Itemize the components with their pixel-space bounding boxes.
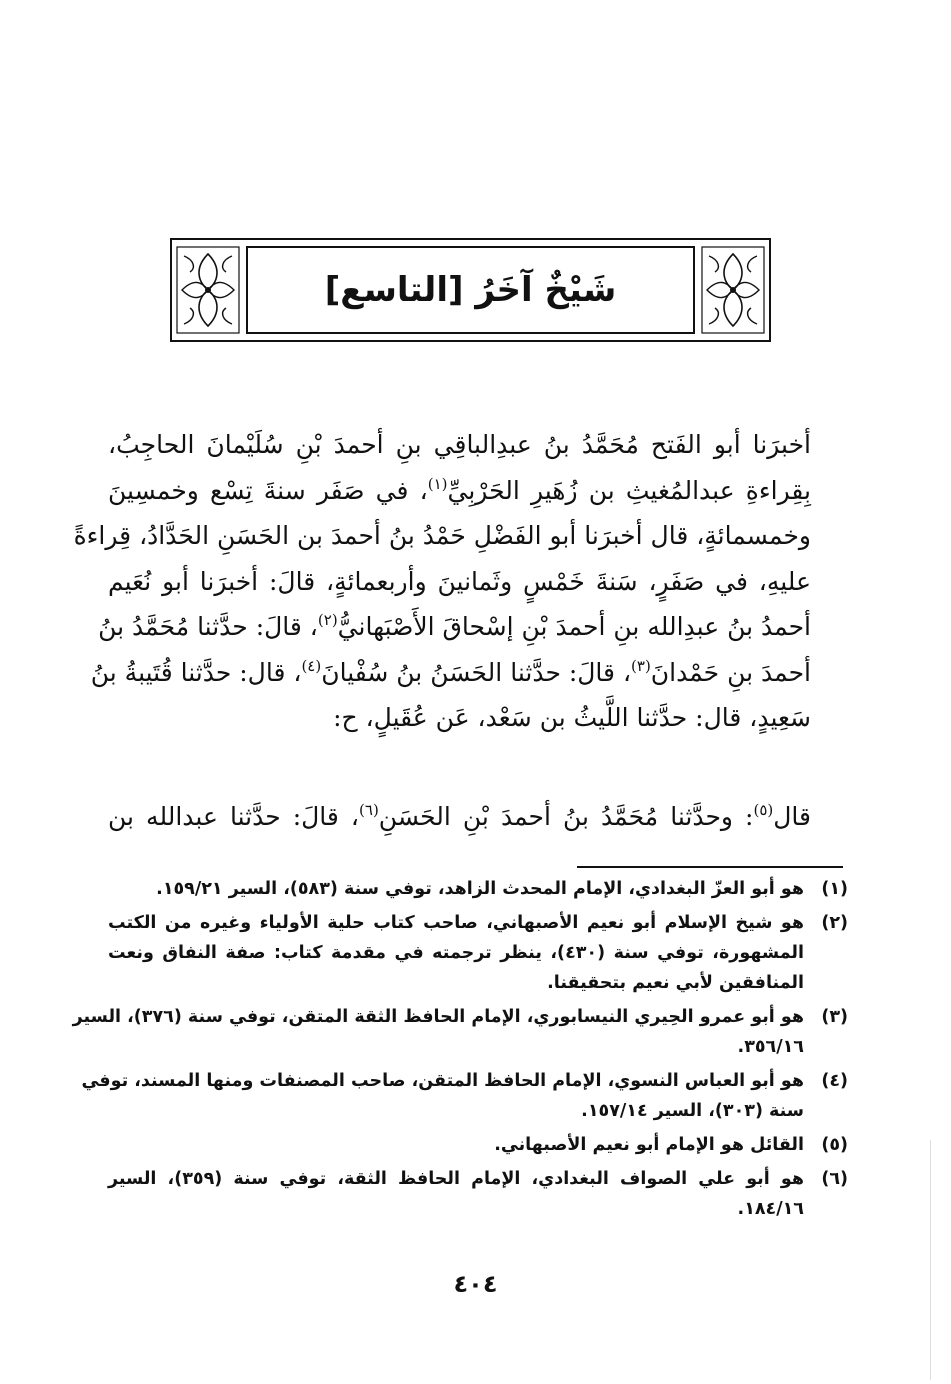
footnote-item (81, 1066, 848, 1126)
text-line: بِقِراءةِ عبدالمُغيثِ بن زُهَيرِ الحَرْبِيِّ$^{(١)}$، في صَفَر سنةَ تِسْع وخمسِينَ (108, 474, 811, 505)
footnote-ref[interactable]: (٢) (317, 611, 338, 629)
footnote-text: ١٨٤/١٦. (737, 1199, 804, 1219)
footnote-text: هو أبو العزّ البغدادي، الإمام المحدث الزاهد، توفي سنة (٥٨٣)، السير ١٥٩/٢١. (156, 879, 804, 899)
text-line: سَعِيدٍ، قال: حدَّثنا اللَّيثُ بن سَعْد، عَن عُقَيلٍ، ح: (333, 703, 811, 732)
title-box (246, 246, 695, 334)
footnote-text: المشهورة، توفي سنة (٤٣٠)، ينظر ترجمته في مقدمة كتاب: صفة النفاق ونعت (108, 943, 804, 963)
floral-ornament-icon (176, 246, 240, 334)
text-line: أحمدُ بنُ عبدِالله بنِ أحمدَ بْنِ إسْحاقَ الأَصْبَهانيُّ$^{(٢)}$، قالَ: حدَّثنا مُحَمَّدُ بنُ (98, 611, 811, 641)
text-line: قال$^{(٥)}$: وحدَّثنا مُحَمَّدُ بنُ أحمدَ بْنِ الحَسَنِ$^{(٦)}$، قالَ: حدَّثنا عبدالله بن (108, 801, 811, 831)
footnote-number: (٢) (821, 913, 848, 933)
title-frame (170, 238, 771, 342)
footnote-item (108, 1164, 848, 1224)
main-paragraph (73, 422, 811, 741)
text-line: أخبرَنا أبو الفَتح مُحَمَّدُ بنُ عبدِالباقِي بنِ أحمدَ بْنِ سُلَيْمانَ الحاجِبُ، (108, 430, 811, 459)
footnote-text: هو أبو العباس النسوي، الإمام الحافظ المتقن، صاحب المصنفات ومنها المسند، توفي (81, 1071, 804, 1091)
footnote-number: (٦) (821, 1169, 848, 1189)
footnote-text: القائل هو الإمام أبو نعيم الأصبهاني. (494, 1135, 804, 1155)
footnote-ref[interactable]: (١) (427, 474, 448, 493)
footnote-item (108, 908, 848, 998)
footnote-separator (577, 866, 843, 868)
text-line: أحمدَ بنِ حَمْدانَ$^{(٣)}$، قالَ: حدَّثنا الحَسَنُ بنُ سُفْيانَ$^{(٤)}$، قال: حدَّثنا قُتَيبةُ بنُ (90, 656, 811, 687)
footnote-text: هو شيخ الإسلام أبو نعيم الأصبهاني، صاحب كتاب حلية الأولياء وغيره من الكتب (108, 913, 804, 933)
footnote-text: ٣٥٦/١٦. (737, 1037, 804, 1057)
footnote-item (72, 1002, 848, 1062)
footnote-number: (٤) (821, 1071, 848, 1091)
footnote-text: هو أبو عمرو الحِيري النيسابوري، الإمام الحافظ الثقة المتقن، توفي سنة (٣٧٦)، السير (72, 1007, 804, 1027)
footnote-ref[interactable]: (٦) (359, 801, 379, 819)
section-title: شَيْخٌ آخَرُ [التاسع] (324, 270, 617, 310)
footnote-item (108, 874, 848, 904)
footnote-ref[interactable]: (٤) (301, 656, 322, 675)
footnote-number: (٥) (821, 1135, 848, 1155)
text-line: عليهِ، في صَفَرٍ، سَنةَ خَمْسٍ وثَمانينَ وأربعمائةٍ، قالَ: أخبرَنا أبو نُعَيم (108, 566, 811, 596)
page-number: ٤٠٤ (453, 1270, 498, 1298)
footnote-item (108, 1130, 848, 1160)
footnote-ref[interactable]: (٣) (631, 656, 651, 675)
second-paragraph (108, 794, 811, 840)
text-line: وخمسمائةٍ، قال أخبرَنا أبو الفَضْلِ حَمْدُ بنُ أحمدَ بن الحَسَنِ الحَدَّادُ، قِراءةً (73, 521, 811, 550)
footnote-ref[interactable]: (٥) (753, 801, 774, 819)
floral-ornament-icon (701, 246, 765, 334)
footnote-number: (٣) (821, 1007, 848, 1027)
footnote-text: هو أبو علي الصواف البغدادي، الإمام الحافظ الثقة، توفي سنة (٣٥٩)، السير (108, 1169, 804, 1189)
footnote-text: المنافقين لأبي نعيم بتحقيقنا. (547, 973, 804, 993)
page-edge-line (930, 1140, 931, 1380)
footnotes-list (72, 874, 848, 1228)
footnote-text: سنة (٣٠٣)، السير ١٥٧/١٤. (581, 1101, 804, 1121)
footnote-number: (١) (821, 879, 848, 899)
